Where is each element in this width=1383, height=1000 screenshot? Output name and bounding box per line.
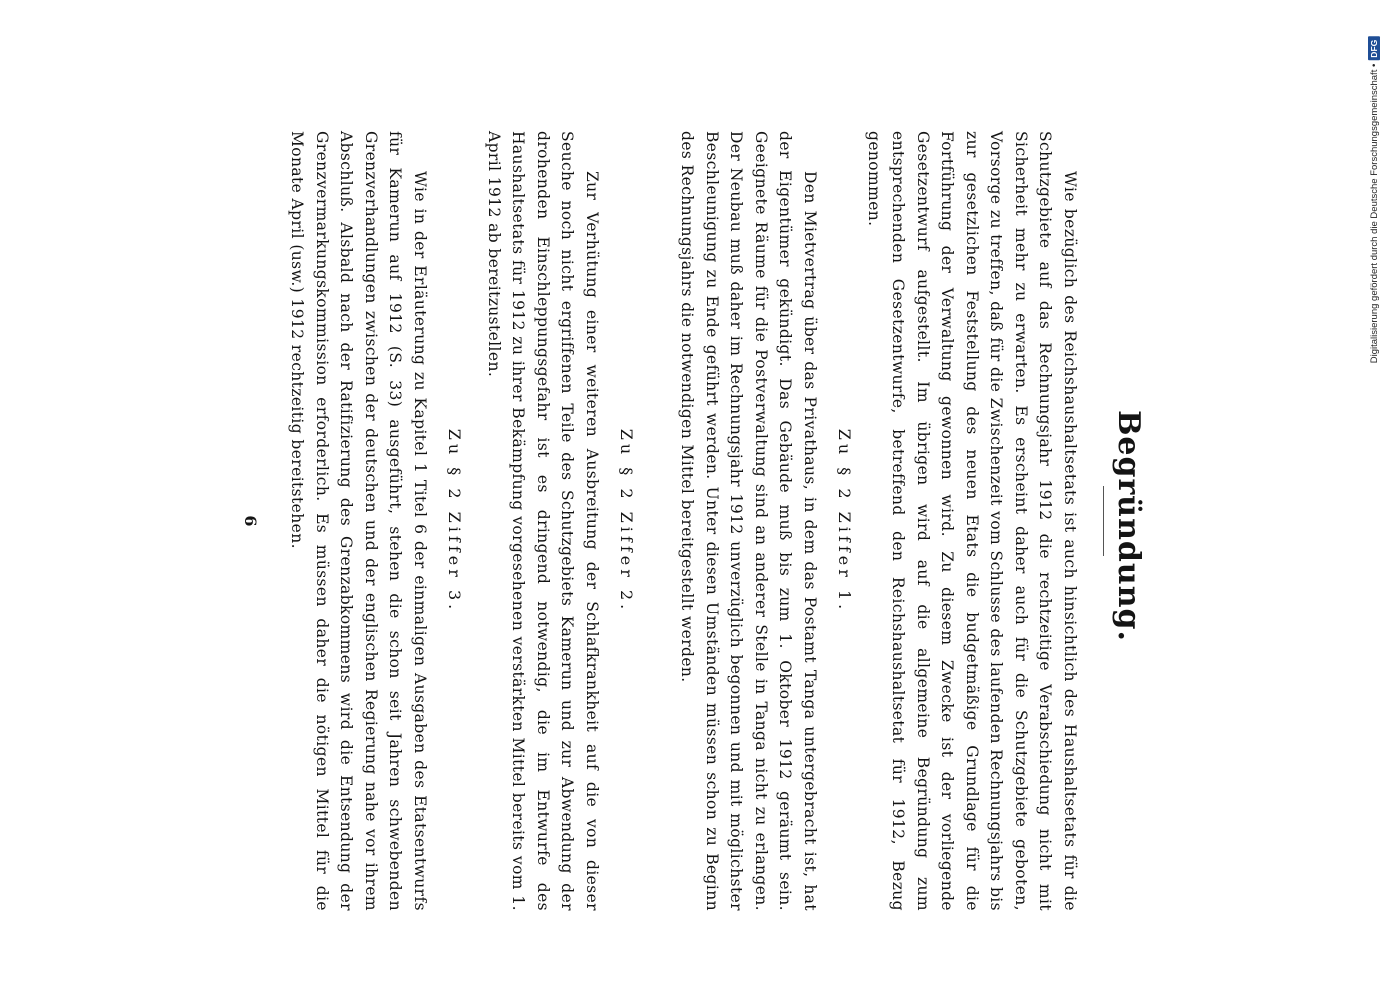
section-text-3: Wie in der Erläuterung zu Kapitel 1 Titel 6 der einmaligen Ausgaben des Etatsentwurfs für Kamerun auf 1912 (S. 33) ausgeführt, stehen die schon seit Jahren schwebenden Grenzverhandlungen zwischen der deutschen und der englischen Regierung nahe vor ihrem Abschluß. Alsbald nach der Ratifizierung des Grenzabkommens wird die Entsendung der Grenzvermarkungskommission erforderlich. Es müssen daher die nötigen Mittel für die Monate April (usw.) 1912 rechtzeitig bereitstehen. <box>288 131 429 911</box>
section-text-2: Zur Verhütung einer weiteren Ausbreitung der Schlafkrankheit auf die von dieser Seuche noch nicht ergriffenen Teile des Schutzgebiets Kamerun und zur Abwendung der drohenden Einschleppungsgefahr ist es dringend notwendig, die im Entwurfe des Haushaltsetats für 1912 zu ihrer Bekämpfung vorgesehenen verstärkten Mittel bereits vom 1. April 1912 ab bereitzustellen. <box>485 131 601 911</box>
heading-divider <box>1103 486 1104 556</box>
credit-text: Digitalisierung gefördert durch die Deutsche Forschungsgemeinschaft • <box>1368 63 1380 364</box>
document-heading: Begründung. <box>1111 410 1146 642</box>
section-text-1: Den Mietvertrag über das Privathaus, in dem das Postamt Tanga untergebracht ist, hat der Eigentümer gekündigt. Das Gebäude muß bis zum 1. Oktober 1912 geräumt sein. Geeignete Räume für die Postverwaltung sind an anderer Stelle in Tanga nicht zu erlangen. Der Neubau muß daher im Rechnungsjahr 1912 unverzüglich begonnen und mit möglichster Beschleunigung zu Ende geführt werden. Unter diesen Umständen müssen schon zu Beginn des Rechnungsjahrs die notwendigen Mittel bereitgestellt werden. <box>678 131 819 911</box>
section-title-3: Zu § 2 Ziffer 3. <box>445 428 464 614</box>
section-title-2: Zu § 2 Ziffer 2. <box>617 428 636 614</box>
page-number: 6 <box>241 515 260 527</box>
digitization-credit-text <box>1368 37 1380 364</box>
rotated-document-page <box>226 71 1156 991</box>
dfg-logo: DFG <box>1368 37 1380 61</box>
section-title-1: Zu § 2 Ziffer 1. <box>835 428 854 614</box>
intro-paragraph: Wie bezüglich des Reichshaushaltsetats ist auch hinsichtlich des Haushaltsetats für die Schutzgebiete auf das Rechnungsjahr 1912 die rechtzeitige Verabschiedung nicht mit Sicherheit mehr zu erwarten. Es erscheint daher auch für die Schutzgebiete geboten, Vorsorge zu treffen, daß für die Zwischenzeit vom Schlusse des laufenden Rechnungsjahrs bis zur gesetzlichen Feststellung des neuen Etats die budgetmäßige Grundlage für die Fortführung der Verwaltung gewonnen wird. Zu diesem Zwecke ist der vorliegende Gesetzentwurf aufgestellt. Im übrigen wird auf die allgemeine Begründung zum entsprechenden Gesetzentwurfe, betreffend den Reichshaushaltsetat für 1912, Bezug genommen. <box>865 131 1079 911</box>
